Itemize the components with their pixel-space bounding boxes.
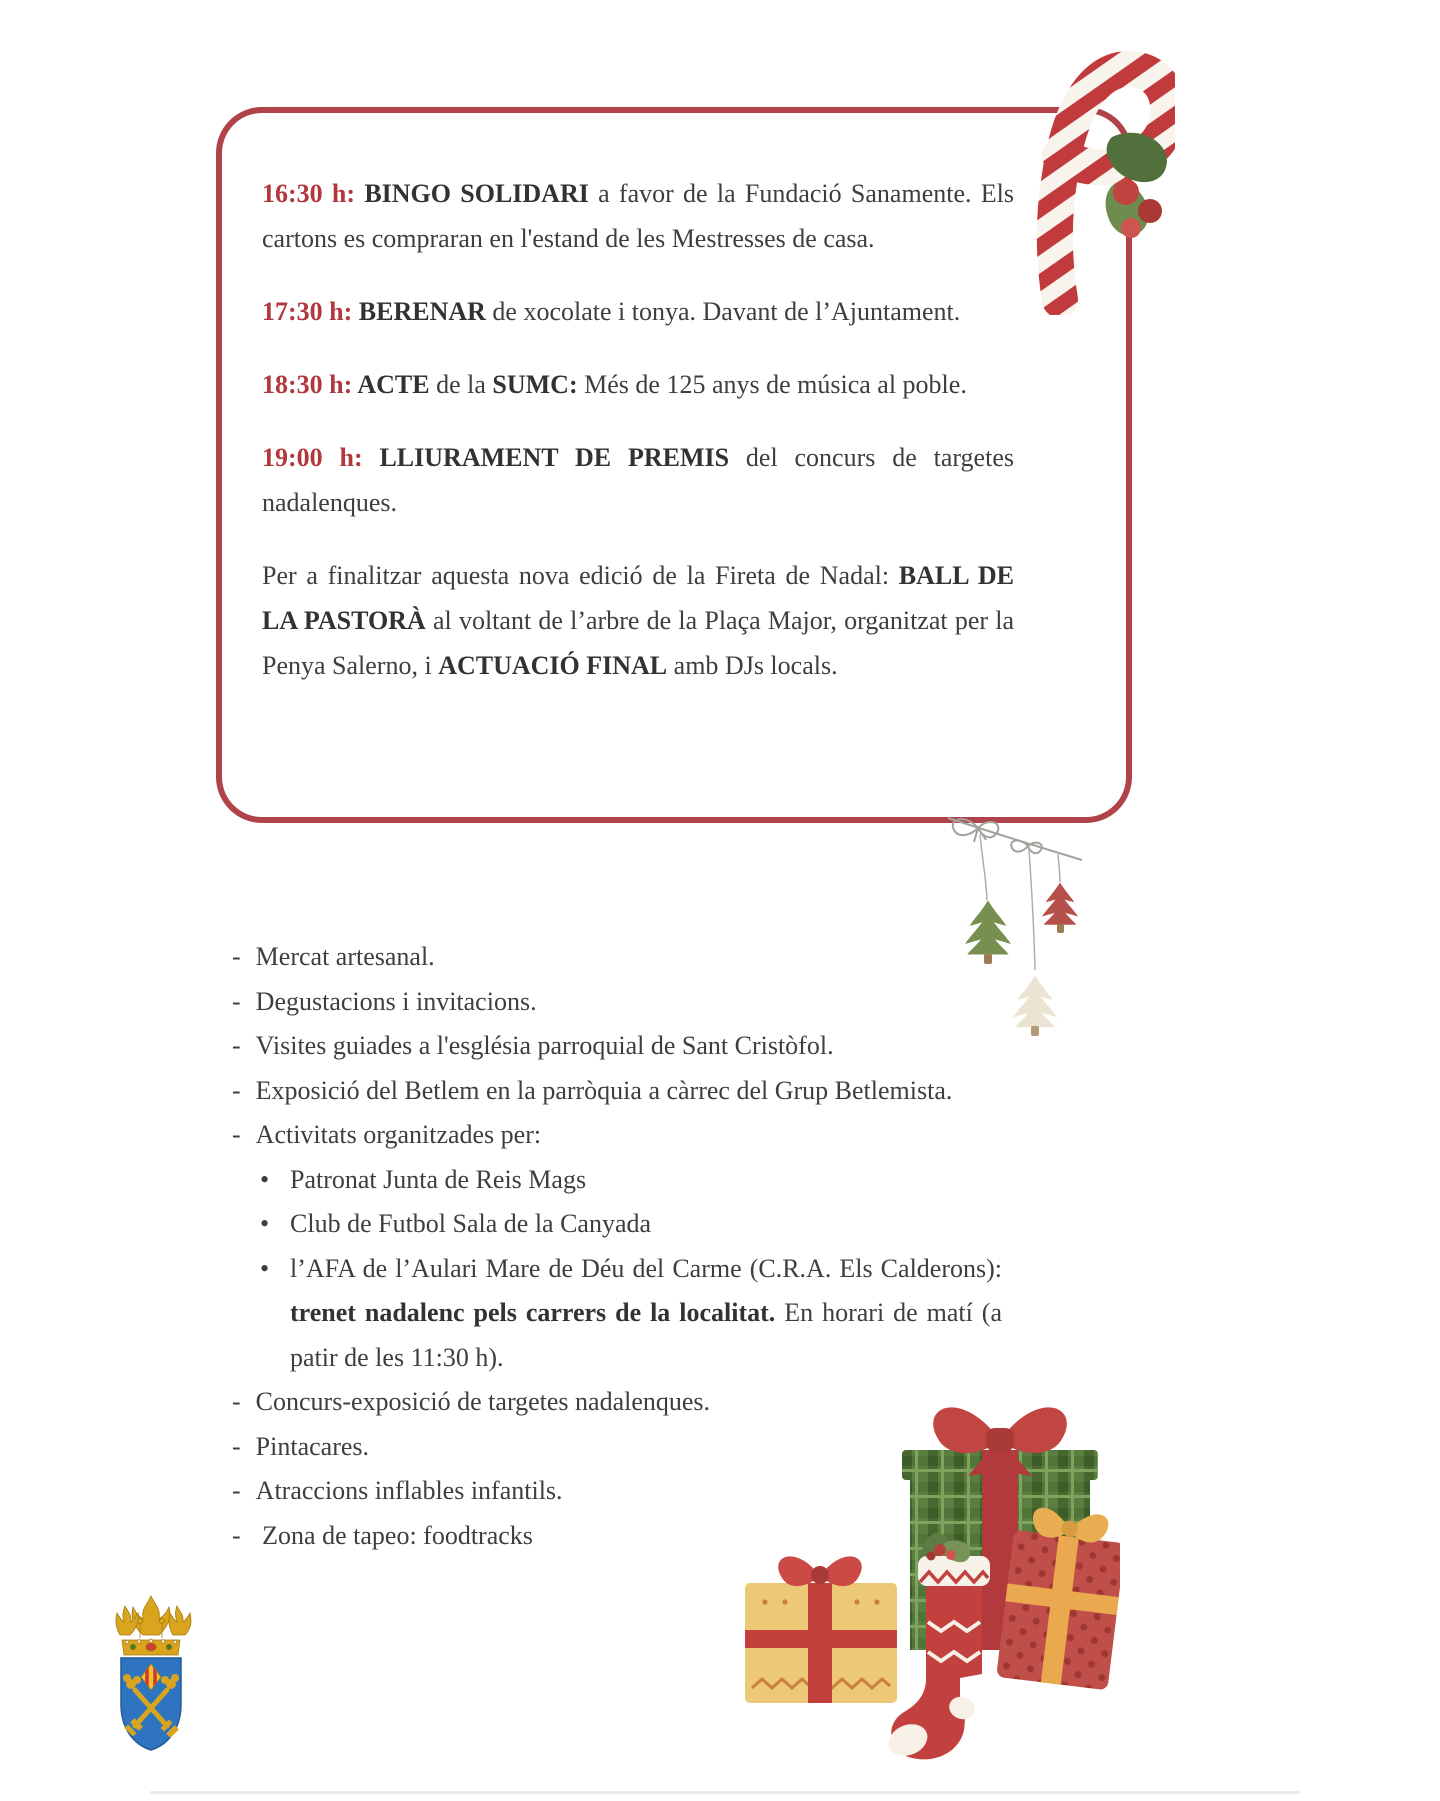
schedule-box (216, 107, 1132, 823)
schedule-paragraph (262, 553, 1014, 688)
activity-item (232, 1113, 1002, 1158)
activity-item (232, 980, 1002, 1025)
text-segment: Exposició del Betlem en la parròquia a càrrec del Grup Betlemista. (255, 1075, 953, 1105)
text-segment: Més de 125 anys de música al poble. (577, 370, 967, 399)
bullet-marker: • (260, 1253, 270, 1283)
bullet-marker: • (260, 1164, 270, 1194)
activity-item (232, 1024, 1002, 1069)
schedule-paragraph (262, 289, 1014, 334)
crown-icon (116, 1596, 191, 1655)
stocking-icon (884, 1530, 990, 1761)
yellow-gift-icon (745, 1556, 897, 1703)
dash-marker: - (232, 986, 241, 1016)
christmas-gifts-icon (720, 1378, 1120, 1778)
coat-of-arms-icon (95, 1588, 207, 1760)
activity-text (290, 1165, 586, 1194)
text-segment: Atraccions inflables infantils. (255, 1476, 563, 1505)
text-segment: SUMC: (492, 370, 578, 399)
text-segment: ACTE (357, 370, 430, 399)
activity-text (256, 1076, 953, 1105)
activity-item (232, 1202, 1002, 1247)
text-segment: Club de Futbol Sala de la Canyada (290, 1209, 652, 1238)
bottom-divider (150, 1791, 1300, 1794)
text-segment: de xocolate i tonya. Davant de l’Ajuntament. (485, 297, 961, 326)
activity-text (256, 1387, 710, 1416)
candy-cane-shape (1055, 69, 1169, 300)
text-segment: BERENAR (358, 297, 486, 326)
activity-item (232, 1247, 1002, 1381)
dash-marker: - (232, 1387, 241, 1416)
activity-text (256, 1120, 541, 1149)
dash-marker: - (232, 1431, 241, 1461)
activity-item (232, 935, 1002, 980)
tree-ornament-cream (1013, 976, 1057, 1036)
text-segment: de la (429, 370, 493, 399)
activity-text (290, 1254, 1002, 1372)
dash-marker: - (232, 942, 241, 971)
text-segment: Degustacions i invitacions. (255, 986, 537, 1016)
text-segment: Per a finalitzar aquesta nova edició de la Fireta de Nadal: (262, 561, 899, 590)
activity-text (256, 987, 537, 1016)
text-segment: Patronat Junta de Reis Mags (290, 1164, 587, 1194)
activity-text (290, 1209, 651, 1238)
dash-marker: - (232, 1476, 241, 1505)
schedule-paragraph (262, 435, 1014, 525)
text-segment: del concurs de targetes nadalenques. (262, 443, 1014, 517)
time-label: 19:00 h: (262, 443, 380, 472)
text-segment: amb DJs locals. (667, 651, 838, 680)
tree-ornament-red (1042, 882, 1078, 933)
time-label: 16:30 h: (262, 179, 365, 208)
schedule-paragraph (262, 171, 1014, 261)
time-label: 17:30 h: (262, 297, 359, 326)
activity-text (256, 1521, 533, 1550)
dash-marker: - (232, 1120, 241, 1149)
text-segment: Pintacares. (255, 1431, 370, 1461)
text-segment: Zona de tapeo: foodtracks (255, 1520, 533, 1550)
text-segment: Concurs-exposició de targetes nadalenques. (255, 1387, 711, 1416)
text-segment: a favor de la Fundació Sanamente. Els cartons es compraran en l'estand de les Mestresses de casa. (262, 179, 1014, 253)
text-segment: Visites guiades a l'església parroquial de Sant Cristòfol. (255, 1031, 834, 1060)
text-segment: Activitats organitzades per: (255, 1120, 542, 1149)
text-segment: al voltant de l’arbre de la Plaça Major, organitzat per la Penya Salerno, i (262, 606, 1014, 680)
activity-text (256, 1476, 563, 1505)
dash-marker: - (232, 1520, 241, 1550)
text-segment: BINGO SOLIDARI (364, 179, 589, 208)
text-segment: BALL DE LA PASTORÀ (262, 561, 1014, 635)
text-segment: Mercat artesanal. (255, 942, 435, 971)
schedule-paragraph (262, 362, 1014, 407)
text-segment: En horari de matí (a patir de les 11:30 h). (290, 1298, 1002, 1372)
activity-text (256, 942, 435, 971)
activity-text (256, 1031, 834, 1060)
activity-item (232, 1069, 1002, 1114)
activity-item (232, 1158, 1002, 1203)
text-segment: LLIURAMENT DE PREMIS (379, 443, 730, 472)
bullet-marker: • (260, 1209, 270, 1238)
dash-marker: - (232, 1031, 241, 1060)
dash-marker: - (232, 1075, 241, 1105)
text-segment: l’AFA de l’Aulari Mare de Déu del Carme (C.R.A. Els Calderons): (290, 1253, 1002, 1283)
activity-text (256, 1432, 369, 1461)
candy-cane-icon (1000, 45, 1175, 315)
text-segment: trenet nadalenc pels carrers de la localitat. (290, 1298, 776, 1327)
time-label: 18:30 h: (262, 370, 358, 399)
text-segment: ACTUACIÓ FINAL (438, 651, 668, 680)
